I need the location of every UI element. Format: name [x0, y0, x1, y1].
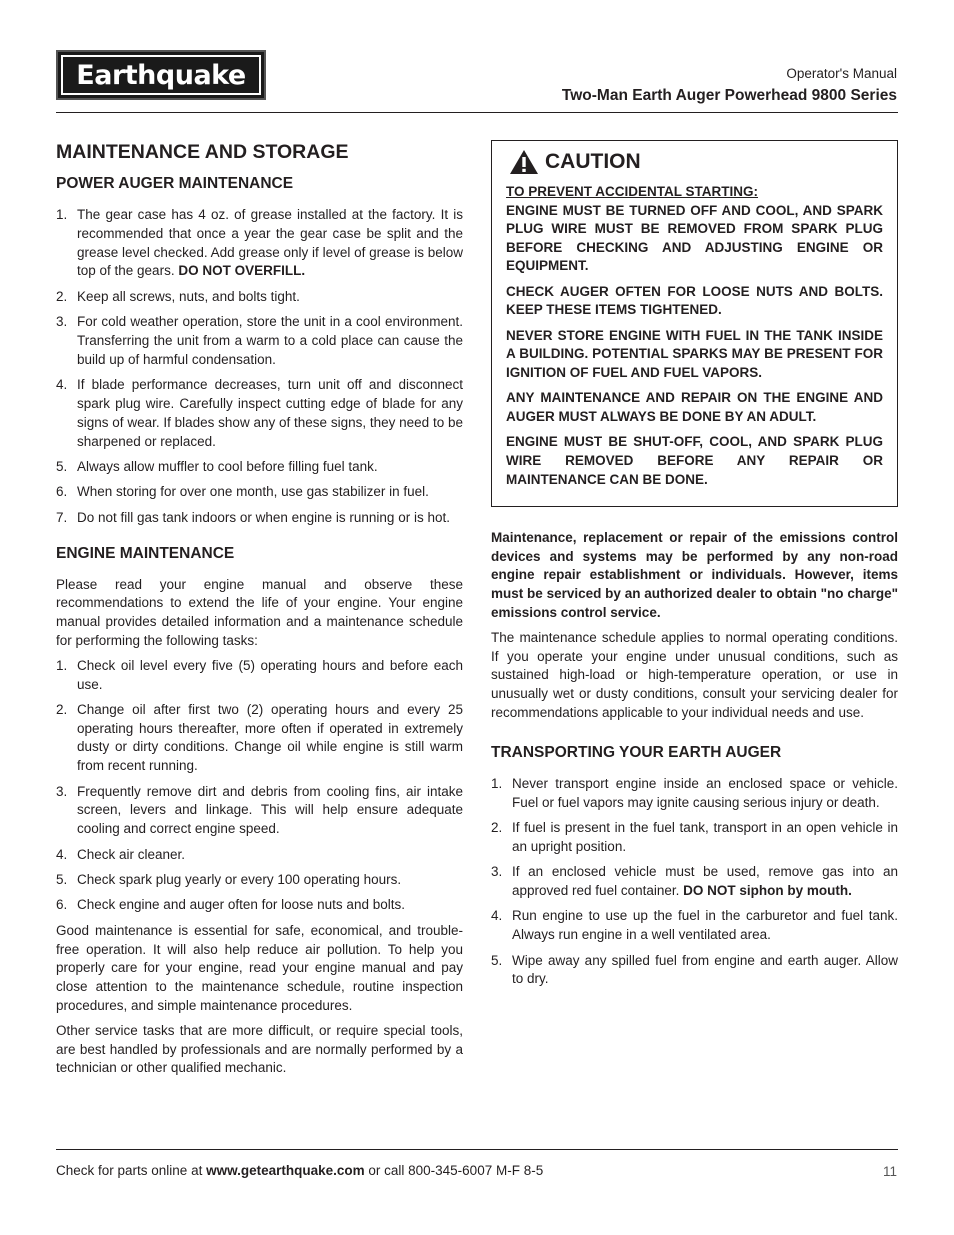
caution-paragraph: ANY MAINTENANCE AND REPAIR ON THE ENGINE AND AUGER MUST ALWAYS BE DONE BY AN ADULT.	[506, 390, 883, 424]
list-item	[56, 458, 463, 477]
list-text: Always allow muffler to cool before filling fuel tank.	[77, 458, 378, 474]
list-item	[56, 288, 463, 307]
list-emphasis: DO NOT OVERFILL.	[178, 263, 306, 279]
list-item	[56, 376, 463, 451]
list-text: Never transport engine inside an enclosed space or vehicle. Fuel or fuel vapors may ignite causing serious injury or death.	[512, 775, 898, 810]
manual-subtitle: Operator's Manual	[786, 66, 897, 81]
service-tasks-paragraph: Other service tasks that are more difficult, or require special tools, are best handled by professionals and are normally performed by a technician or other qualified mechanic.	[56, 1022, 463, 1076]
list-number: 6.	[56, 897, 68, 913]
list-number: 4.	[56, 846, 68, 862]
list-number: 4.	[491, 908, 503, 924]
list-text: Check spark plug yearly or every 100 operating hours.	[77, 872, 402, 888]
engine-intro: Please read your engine manual and observe these recommendations to extend the life of your engine. Your engine manual provides detailed information and a maintenance schedule for performing the following tasks:	[56, 576, 463, 648]
caution-paragraph: CHECK AUGER OFTEN FOR LOOSE NUTS AND BOLTS. KEEP THESE ITEMS TIGHTENED.	[506, 283, 883, 318]
heading-power-auger: POWER AUGER MAINTENANCE	[56, 175, 294, 192]
right-column	[491, 140, 898, 996]
list-number: 2.	[56, 701, 68, 717]
list-number: 3.	[56, 314, 68, 330]
list-emphasis: DO NOT siphon by mouth.	[683, 883, 852, 899]
list-item	[56, 701, 463, 776]
footer-rule	[56, 1149, 898, 1150]
caution-title: CAUTION	[545, 149, 641, 173]
list-text: Keep all screws, nuts, and bolts tight.	[77, 288, 300, 304]
caution-box	[491, 140, 898, 507]
list-text: Change oil after first two (2) operating hours and every 25 operating hours thereafter, more often if operated in extremely dusty or dirty conditions. Change oil while engine is still warm from recent running.	[77, 701, 463, 774]
list-item	[56, 483, 463, 502]
list-number: 3.	[56, 783, 68, 799]
logo-text: Earthquake	[76, 59, 246, 91]
list-text: The gear case has 4 oz. of grease installed at the factory. It is recommended that once a year the gear case be split and the grease level checked. Add grease only if level of grease is below top of the gears.	[77, 207, 463, 279]
list-item	[491, 819, 898, 857]
list-number: 5.	[491, 952, 503, 968]
manual-title: Two-Man Earth Auger Powerhead 9800 Series	[561, 87, 897, 104]
schedule-paragraph: The maintenance schedule applies to normal operating conditions. If you operate your engine under unusual conditions, such as sustained high-load or high-temperature operation, or use in unusually wet or dusty conditions, consult your servicing dealer for recommendations applicable to your individual needs and use.	[491, 629, 898, 721]
list-item	[56, 846, 463, 865]
list-item	[56, 871, 463, 890]
footer-contact	[56, 1163, 543, 1178]
caution-header	[509, 149, 883, 175]
list-text: Check air cleaner.	[77, 846, 186, 862]
list-text: Do not fill gas tank indoors or when engine is running or is hot.	[77, 509, 450, 525]
list-number: 5.	[56, 458, 68, 474]
list-number: 7.	[56, 509, 68, 525]
heading-engine-maintenance: ENGINE MAINTENANCE	[56, 544, 235, 562]
list-text: If an enclosed vehicle must be used, remove gas into an approved red fuel container.	[512, 864, 898, 899]
list-item	[491, 952, 898, 990]
list-number: 6.	[56, 484, 68, 500]
list-text: Run engine to use up the fuel in the carburetor and fuel tank. Always run engine in a well ventilated area.	[512, 908, 898, 943]
section-heading-maintenance: MAINTENANCE AND STORAGE	[56, 141, 349, 163]
emissions-notice: Maintenance, replacement or repair of the emissions control devices and systems may be performed by any non-road engine repair establishment or individuals. However, items must be serviced by an authorized dealer to obtain "no charge" emissions control service.	[491, 529, 898, 621]
list-number: 1.	[56, 207, 68, 222]
list-item	[491, 863, 898, 901]
list-text: For cold weather operation, store the unit in a cool environment. Transferring the unit from a warm to a cold place can cause the build up of harmful condensation.	[77, 314, 463, 367]
caution-paragraph: NEVER STORE ENGINE WITH FUEL IN THE TANK INSIDE A BUILDING. POTENTIAL SPARKS MAY BE PRESENT FOR IGNITION OF FUEL AND FUEL VAPORS.	[506, 327, 883, 380]
good-maintenance-paragraph: Good maintenance is essential for safe, economical, and trouble-free operation. It will also help reduce air pollution. To help you properly care for your engine, read your engine manual and pay close attention to the maintenance schedule, routine inspection procedures, and simple maintenance procedures.	[56, 922, 463, 1014]
list-number: 3.	[491, 864, 503, 880]
heading-transporting: TRANSPORTING YOUR EARTH AUGER	[491, 743, 782, 761]
logo-frame	[61, 55, 261, 95]
list-number: 2.	[491, 820, 503, 836]
website-link[interactable]: www.getearthquake.com	[206, 1163, 365, 1178]
list-text: When storing for over one month, use gas stabilizer in fuel.	[77, 484, 429, 500]
footer-prefix: Check for parts online at	[56, 1163, 207, 1178]
list-text: Wipe away any spilled fuel from engine and earth auger. Allow to dry.	[512, 952, 898, 987]
earthquake-logo	[56, 50, 266, 100]
list-item	[56, 509, 463, 528]
list-number: 1.	[491, 775, 503, 791]
list-item	[56, 657, 463, 695]
list-item	[56, 896, 463, 915]
list-item	[56, 783, 463, 839]
list-text: Frequently remove dirt and debris from cooling fins, air intake screen, levers and linkage. This will help ensure adequate cooling and correct engine speed.	[77, 783, 463, 837]
engine-maintenance-list	[56, 657, 463, 916]
list-number: 1.	[56, 657, 68, 673]
list-text: If blade performance decreases, turn unit off and disconnect spark plug wire. Carefully inspect cutting edge of blade for any signs of wear. If blades show any of these signs, they need to be sharpened or replaced.	[77, 377, 463, 449]
list-item	[56, 206, 463, 281]
list-text: If fuel is present in the fuel tank, transport in an open vehicle in an upright position.	[512, 820, 898, 854]
transport-list	[491, 775, 898, 989]
list-item	[491, 775, 898, 813]
list-number: 2.	[56, 288, 68, 304]
header-rule	[56, 112, 898, 113]
caution-paragraph: ENGINE MUST BE SHUT-OFF, COOL, AND SPARK PLUG WIRE REMOVED BEFORE ANY REPAIR OR MAINTENANCE CAN BE DONE.	[506, 434, 883, 487]
caution-subheading: TO PREVENT ACCIDENTAL STARTING:	[506, 184, 759, 199]
warning-icon	[509, 149, 539, 175]
caution-paragraph: ENGINE MUST BE TURNED OFF AND COOL, AND SPARK PLUG WIRE MUST BE REMOVED FROM SPARK PLUG BEFORE CHECKING AND ADJUSTING ENGINE OR EQUIPMENT.	[506, 202, 883, 274]
list-item	[56, 313, 463, 369]
list-item	[491, 907, 898, 945]
left-column	[56, 140, 463, 1084]
footer-suffix: or call 800-345-6007 M-F 8-5	[364, 1163, 544, 1178]
power-auger-list	[56, 206, 463, 528]
list-number: 4.	[56, 377, 68, 393]
page-number: 11	[882, 1164, 897, 1179]
list-number: 5.	[56, 872, 68, 888]
list-text: Check engine and auger often for loose nuts and bolts.	[77, 897, 405, 913]
list-text: Check oil level every five (5) operating hours and before each use.	[77, 657, 463, 692]
caution-paragraphs	[506, 202, 883, 490]
